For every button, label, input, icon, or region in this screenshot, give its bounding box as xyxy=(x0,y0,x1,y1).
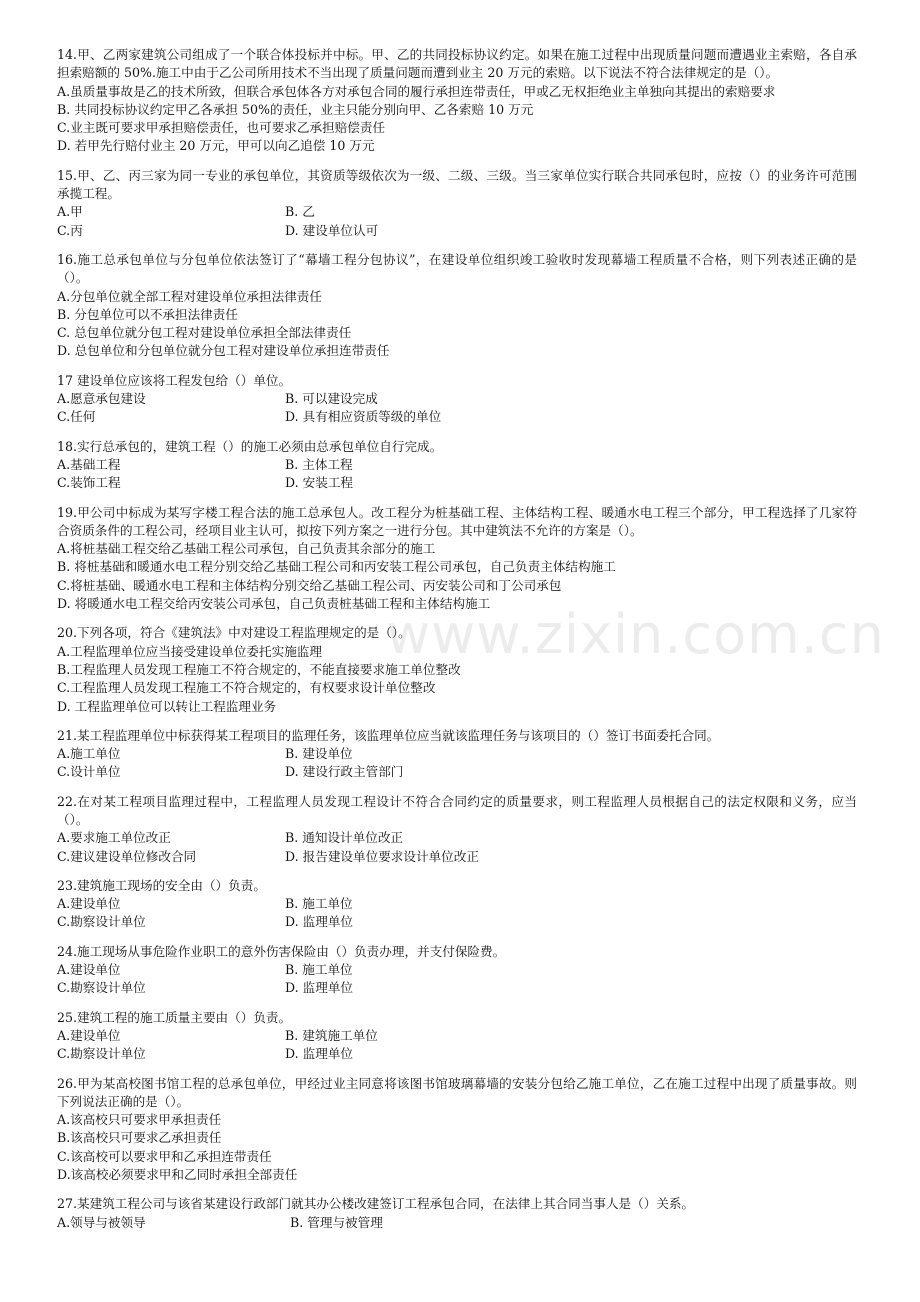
question-21 xyxy=(57,727,857,782)
option-c: C.该高校可以要求甲和乙承担连带责任 xyxy=(57,1148,272,1164)
question-25 xyxy=(57,1009,857,1064)
question-26 xyxy=(57,1075,857,1185)
option-b: B. 通知设计单位改正 xyxy=(285,830,404,846)
option-c: C.设计单位 xyxy=(57,764,121,780)
question-stem: 18.实行总承包的，建筑工程（）的施工必须由总承包单位自行完成。 xyxy=(57,438,443,454)
option-b: B.工程监理人员发现工程施工不符合规定的，不能直接要求施工单位整改 xyxy=(57,661,461,677)
option-d: D. 监理单位 xyxy=(285,1046,354,1062)
question-stem: 26.甲为某高校图书馆工程的总承包单位，甲经过业主同意将该图书馆玻璃幕墙的安装分包给乙施工单位，乙在施工过程中出现了质量事故。则下列说法正确的是（）。 xyxy=(57,1075,857,1109)
option-a: A.分包单位就全部工程对建设单位承担法律责任 xyxy=(57,288,322,304)
question-22 xyxy=(57,793,857,866)
option-a: A.将桩基础工程交给乙基础工程公司承包，自己负责其余部分的施工 xyxy=(57,541,436,557)
option-b: B. 分包单位可以不承担法律责任 xyxy=(57,306,238,322)
option-a: A.愿意承包建设 xyxy=(57,391,146,407)
question-stem: 27.某建筑工程公司与该省某建设行政部门就其办公楼改建签订工程承包合同，在法律上其合同当事人是（）关系。 xyxy=(57,1196,695,1212)
option-c: C.建议建设单位修改合同 xyxy=(57,848,197,864)
option-d: D. 将暖通水电工程交给丙安装公司承包，自己负责桩基础工程和主体结构施工 xyxy=(57,596,491,612)
question-27 xyxy=(57,1195,857,1232)
option-a: A.要求施工单位改正 xyxy=(57,830,171,846)
question-stem: 17 建设单位应该将工程发包给（）单位。 xyxy=(57,372,292,388)
option-d: D. 总包单位和分包单位就分包工程对建设单位承担连带责任 xyxy=(57,343,390,359)
question-stem: 16.施工总承包单位与分包单位依法签订了“幕墙工程分包协议”，在建设单位组织竣工验收时发现幕墙工程质量不合格，则下列表述正确的是（）。 xyxy=(57,251,857,286)
watermark: www.zixin.com.cn xyxy=(386,603,885,666)
option-a: A.建设单位 xyxy=(57,1027,121,1043)
option-a: A.工程监理单位应当接受建设单位委托实施监理 xyxy=(57,643,322,659)
option-a: A.甲 xyxy=(57,204,83,220)
option-b: B. 将桩基础和暖通水电工程分别交给乙基础工程公司和丙安装工程公司承包，自己负责主体结构施工 xyxy=(57,559,616,575)
option-d: D. 建设单位认可 xyxy=(285,222,379,238)
option-d: D. 监理单位 xyxy=(285,980,354,996)
option-c: C.业主既可要求甲承担赔偿责任，也可要求乙承担赔偿责任 xyxy=(57,120,386,136)
option-b: B.该高校只可要求乙承担责任 xyxy=(57,1130,222,1146)
option-a: A.虽质量事故是乙的技术所致，但联合承包体各方对承包合同的履行承担连带责任，甲或乙无权拒绝业主单独向其提出的索赔要求 xyxy=(57,83,776,99)
option-b: B. 共同投标协议约定甲乙各承担 50%的责任，业主只能分别向甲、乙各索赔 10 万元 xyxy=(57,101,534,117)
question-16 xyxy=(57,251,857,361)
option-c: C. 总包单位就分包工程对建设单位承担全部法律责任 xyxy=(57,325,352,341)
option-b: B. 施工单位 xyxy=(285,962,353,978)
question-stem: 19.甲公司中标成为某写字楼工程合法的施工总承包人。改工程分为桩基础工程、主体结构工程、暖通水电工程三个部分，甲工程选择了几家符合资质条件的工程公司，经项目业主认可，拟按下列方案之一进行分包。其中建筑法不允许的方案是（）。 xyxy=(57,504,857,538)
question-stem: 15.甲、乙、丙三家为同一专业的承包单位，其资质等级依次为一级、二级、三级。当三家单位实行联合共同承包时，应按（）的业务许可范围承揽工程。 xyxy=(57,167,857,202)
option-b: B. 主体工程 xyxy=(285,456,353,472)
option-b: B. 可以建设完成 xyxy=(285,391,378,407)
option-b: B. 管理与被管理 xyxy=(290,1214,383,1230)
exam-page xyxy=(57,46,857,1243)
option-c: C.勘察设计单位 xyxy=(57,914,146,930)
option-d: D. 监理单位 xyxy=(285,914,354,930)
question-stem: 14.甲、乙两家建筑公司组成了一个联合体投标并中标。甲、乙的共同投标协议约定。如果在施工过程中出现质量问题而遭遇业主索赔，各自承担索赔额的 50%.施工中由于乙公司所用技术不当出现了质量问题而遭到业主 20 万元的索赔。以下说法不符合法律规定的是（）。 xyxy=(57,47,857,81)
question-23 xyxy=(57,877,857,932)
option-d: D. 若甲先行赔付业主 20 万元，甲可以向乙追偿 10 万元 xyxy=(57,138,375,154)
option-c: C.将桩基础、暖通水电工程和主体结构分别交给乙基础工程公司、丙安装公司和丁公司承包 xyxy=(57,577,562,593)
option-a: A.该高校只可要求甲承担责任 xyxy=(57,1112,222,1128)
option-b: B. 乙 xyxy=(285,204,315,220)
option-a: A.施工单位 xyxy=(57,746,121,762)
question-stem: 25.建筑工程的施工质量主要由（）负责。 xyxy=(57,1009,292,1025)
question-stem: 24.施工现场从事危险作业职工的意外伤害保险由（）负责办理，并支付保险费。 xyxy=(57,943,506,959)
option-c: C.勘察设计单位 xyxy=(57,1046,146,1062)
question-stem: 23.建筑施工现场的安全由（）负责。 xyxy=(57,877,266,893)
option-c: C.装饰工程 xyxy=(57,475,121,491)
option-d: D. 工程监理单位可以转让工程监理业务 xyxy=(57,698,277,714)
question-stem: 21.某工程监理单位中标获得某工程项目的监理任务，该监理单位应当就该监理任务与该项目的（）签订书面委托合同。 xyxy=(57,727,720,743)
option-c: C.丙 xyxy=(57,222,83,238)
option-b: B. 施工单位 xyxy=(285,896,353,912)
option-b: B. 建设单位 xyxy=(285,746,353,762)
option-d: D. 安装工程 xyxy=(285,475,354,491)
option-c: C.勘察设计单位 xyxy=(57,980,146,996)
question-17 xyxy=(57,372,857,427)
option-d: D. 具有相应资质等级的单位 xyxy=(285,409,442,425)
option-c: C.工程监理人员发现工程施工不符合规定的，有权要求设计单位整改 xyxy=(57,680,436,696)
question-15 xyxy=(57,167,857,240)
option-c: C.任何 xyxy=(57,409,96,425)
question-stem: 20.下列各项，符合《建筑法》中对建设工程监理规定的是（）。 xyxy=(57,625,411,641)
question-stem: 22.在对某工程项目监理过程中，工程监理人员发现工程设计不符合合同约定的质量要求，则工程监理人员根据自己的法定权限和义务，应当（）。 xyxy=(57,793,857,827)
question-19 xyxy=(57,504,857,614)
option-d: D. 建设行政主管部门 xyxy=(285,764,404,780)
question-14 xyxy=(57,46,857,156)
question-20 xyxy=(57,624,857,715)
option-a: A.建设单位 xyxy=(57,896,121,912)
option-d: D. 报告建设单位要求设计单位改正 xyxy=(285,848,479,864)
option-a: A.建设单位 xyxy=(57,962,121,978)
option-d: D.该高校必须要求甲和乙同时承担全部责任 xyxy=(57,1167,298,1183)
question-18 xyxy=(57,438,857,493)
option-b: B. 建筑施工单位 xyxy=(285,1027,378,1043)
option-a: A.基础工程 xyxy=(57,456,121,472)
question-24 xyxy=(57,943,857,998)
option-a: A.领导与被领导 xyxy=(57,1214,146,1230)
